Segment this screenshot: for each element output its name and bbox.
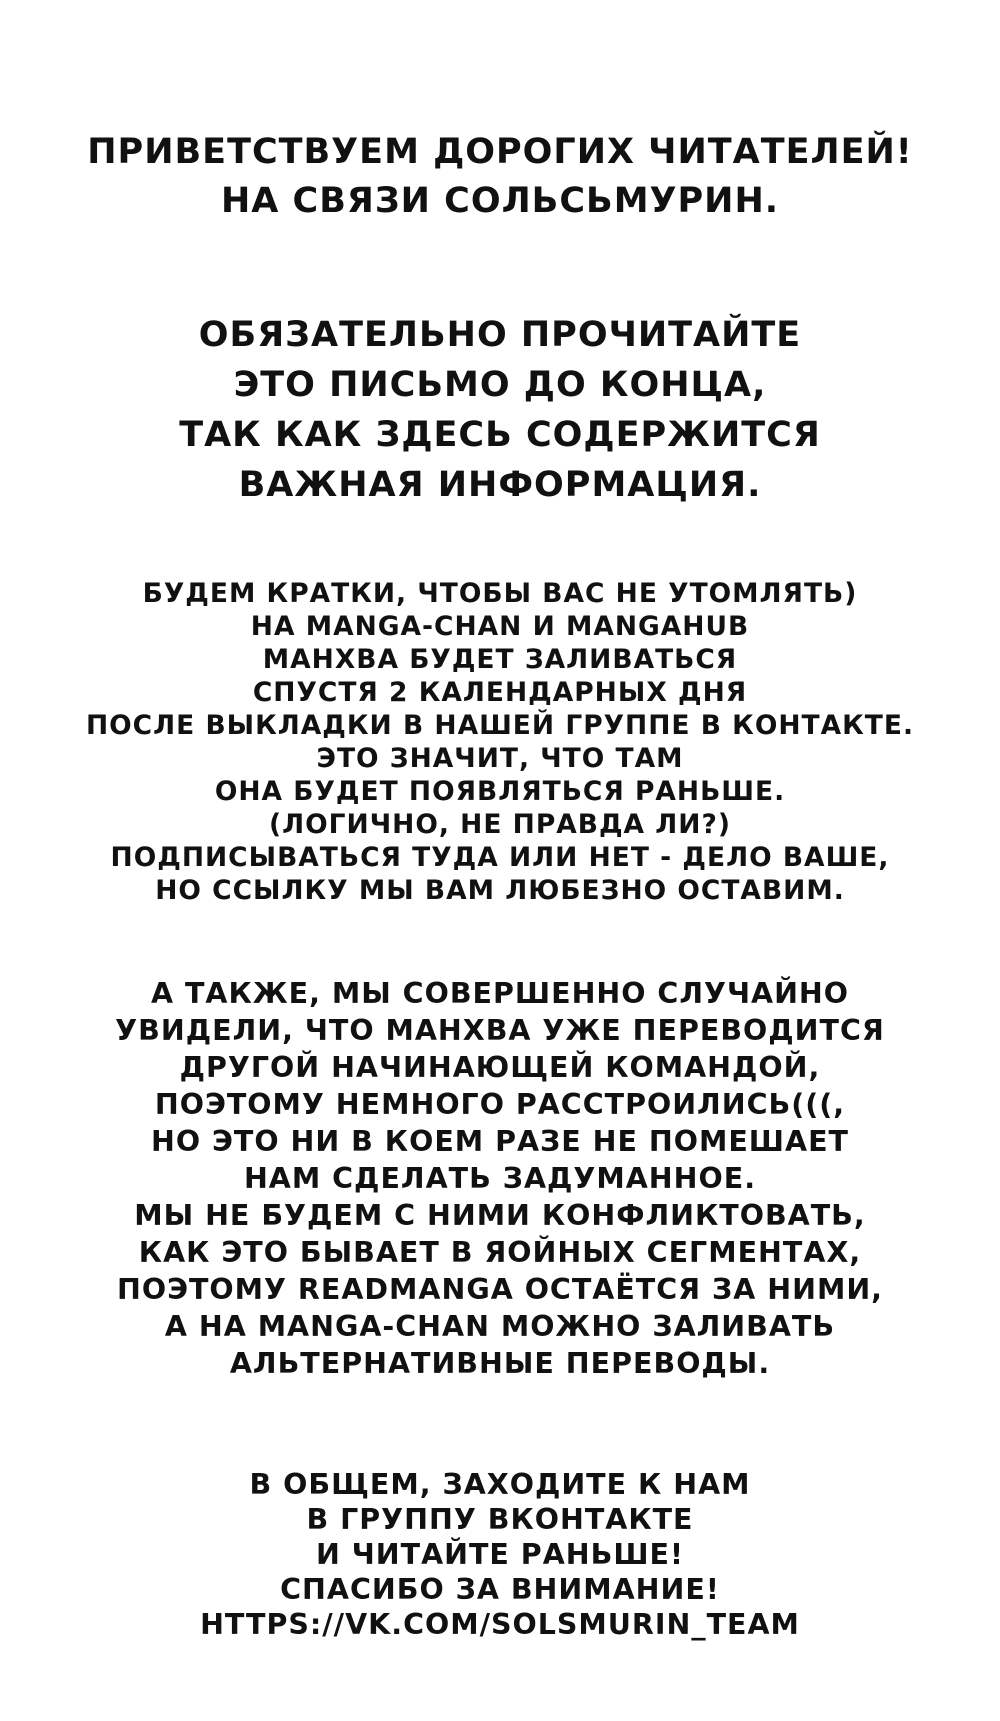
other-team-line: ДРУГОЙ НАЧИНАЮЩЕЙ КОМАНДОЙ, [179, 1051, 821, 1084]
greeting-line: ПРИВЕТСТВУЕМ ДОРОГИХ ЧИТАТЕЛЕЙ! [87, 132, 913, 172]
notice-line: ЭТО ПИСЬМО ДО КОНЦА, [233, 365, 767, 405]
mirror-info-line: ОНА БУДЕТ ПОЯВЛЯТЬСЯ РАНЬШЕ. [214, 776, 786, 807]
mirror-info-line: СПУСТЯ 2 КАЛЕНДАРНЫХ ДНЯ [252, 677, 748, 708]
notice-line: ВАЖНАЯ ИНФОРМАЦИЯ. [238, 465, 762, 505]
other-team-line: МЫ НЕ БУДЕМ С НИМИ КОНФЛИКТОВАТЬ, [134, 1199, 866, 1232]
mirror-info-line: ПОСЛЕ ВЫКЛАДКИ В НАШЕЙ ГРУППЕ В КОНТАКТЕ. [85, 710, 915, 741]
closing-line: И ЧИТАЙТЕ РАНЬШЕ! [315, 1538, 685, 1571]
other-team-line: АЛЬТЕРНАТИВНЫЕ ПЕРЕВОДЫ. [229, 1347, 771, 1380]
mirror-info-line: ПОДПИСЫВАТЬСЯ ТУДА ИЛИ НЕТ - ДЕЛО ВАШЕ, [110, 842, 890, 873]
other-team-block [0, 975, 1000, 1382]
mirror-info-line: БУДЕМ КРАТКИ, ЧТОБЫ ВАС НЕ УТОМЛЯТЬ) [142, 578, 858, 609]
other-team-line: УВИДЕЛИ, ЧТО МАНХВА УЖЕ ПЕРЕВОДИТСЯ [115, 1014, 885, 1047]
mirror-info-line: НА MANGA-CHAN И MANGAHUB [250, 611, 750, 642]
other-team-line: ПОЭТОМУ НЕМНОГО РАССТРОИЛИСЬ(((, [154, 1088, 846, 1121]
other-team-line: НАМ СДЕЛАТЬ ЗАДУМАННОЕ. [243, 1162, 757, 1195]
mirror-info-line: НО ССЫЛКУ МЫ ВАМ ЛЮБЕЗНО ОСТАВИМ. [155, 875, 845, 906]
greeting-line: НА СВЯЗИ СОЛЬСЬМУРИН. [220, 181, 780, 221]
mirror-info-block [0, 577, 1000, 907]
notice-line: ТАК КАК ЗДЕСЬ СОДЕРЖИТСЯ [179, 415, 821, 455]
closing-block [0, 1467, 1000, 1642]
notice-block [0, 310, 1000, 510]
mirror-info-line: МАНХВА БУДЕТ ЗАЛИВАТЬСЯ [262, 644, 738, 675]
mirror-info-line: (ЛОГИЧНО, НЕ ПРАВДА ЛИ?) [269, 809, 731, 840]
notice-line: ОБЯЗАТЕЛЬНО ПРОЧИТАЙТЕ [198, 315, 802, 355]
other-team-line: А НА MANGA-CHAN МОЖНО ЗАЛИВАТЬ [164, 1310, 836, 1343]
closing-line: СПАСИБО ЗА ВНИМАНИЕ! [280, 1573, 720, 1606]
other-team-line: А ТАКЖЕ, МЫ СОВЕРШЕННО СЛУЧАЙНО [150, 977, 850, 1010]
other-team-line: ПОЭТОМУ READMANGA ОСТАЁТСЯ ЗА НИМИ, [117, 1273, 883, 1306]
mirror-info-line: ЭТО ЗНАЧИТ, ЧТО ТАМ [316, 743, 684, 774]
other-team-line: КАК ЭТО БЫВАЕТ В ЯОЙНЫХ СЕГМЕНТАХ, [138, 1236, 862, 1269]
greeting-block [0, 128, 1000, 226]
vk-group-link[interactable]: HTTPS://VK.COM/SOLSMURIN_TEAM [200, 1608, 800, 1641]
closing-line: В ОБЩЕМ, ЗАХОДИТЕ К НАМ [249, 1468, 751, 1501]
closing-line: В ГРУППУ ВКОНТАКТЕ [306, 1503, 694, 1536]
other-team-line: НО ЭТО НИ В КОЕМ РАЗЕ НЕ ПОМЕШАЕТ [151, 1125, 849, 1158]
